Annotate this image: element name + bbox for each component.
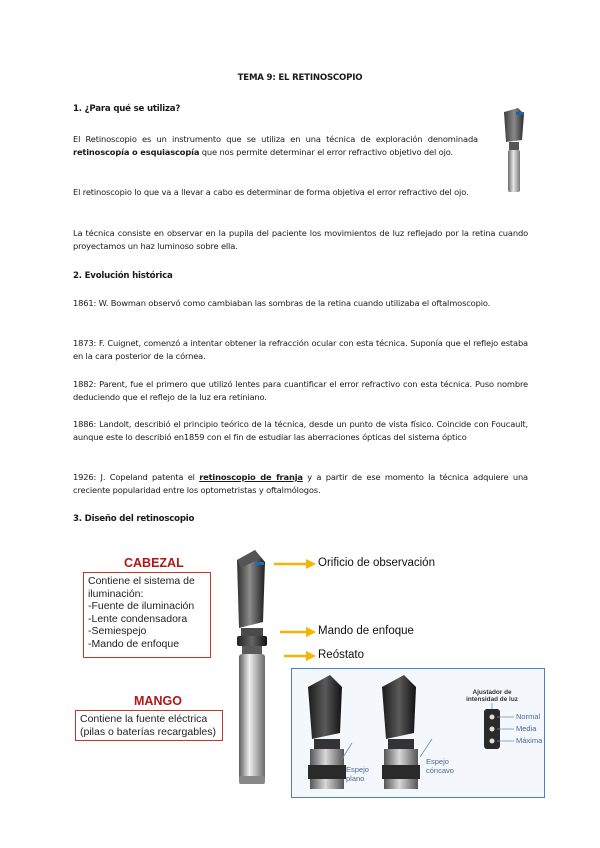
callout-reostato: Reóstato [318, 649, 365, 661]
s1-p1-bold: retinoscopía o esquiascopía [73, 146, 200, 157]
inset-photo [291, 668, 545, 798]
cabezal-line: Contiene el sistema de [88, 575, 195, 587]
intensity-normal: Normal [516, 712, 541, 721]
s1-p1-text-a: El Retinoscopio es un instrumento que se utiliza en una técnica de exploración denominada [73, 134, 478, 144]
intensity-media: Media [516, 724, 537, 733]
s1-paragraph-3: La técnica consiste en observar en la pupila del paciente los movimientos de luz reflejado por la retina cuando proyectamos un haz luminoso sobre ella. [73, 228, 528, 251]
h1926-text-c: y a partir de ese momento la técnica adquiere una creciente popularidad entre los optometristas y oftalmólogos. [73, 472, 528, 495]
ajustador-line: Ajustador de [472, 689, 512, 696]
ajustador-line: intensidad de luz [466, 696, 518, 703]
s1-paragraph-1 [73, 133, 478, 158]
ajustador-label [462, 689, 522, 703]
history-1873: 1873: F. Cuignet, comenzó a intentar obtener la refracción ocular con esta técnica. Suponía que el reflejo estaba en la cara posterior de la córnea. [73, 338, 528, 361]
espejo-concavo-line: cóncavo [426, 766, 454, 775]
cabezal-line: -Mando de enfoque [88, 637, 180, 650]
s1-paragraph-2: El retinoscopio lo que va a llevar a cabo es determinar de forma objetiva el error refractivo del ojo. [73, 187, 469, 197]
h1926-text-a: 1926: J. Copeland patenta el [73, 472, 200, 482]
section-1-heading: 1. ¿Para qué se utiliza? [73, 104, 181, 114]
page-title: TEMA 9: EL RETINOSCOPIO [237, 73, 363, 83]
mango-line: Contiene la fuente eléctrica [80, 713, 208, 725]
mango-label: MANGO [134, 694, 182, 708]
mango-box [75, 710, 223, 741]
cabezal-box [83, 572, 211, 658]
mango-line: (pilas o baterías recargables) [80, 725, 216, 738]
callout-mando: Mando de enfoque [318, 625, 414, 637]
cabezal-line: -Lente condensadora [88, 612, 188, 625]
history-1926 [73, 471, 528, 496]
section-3-heading: 3. Diseño del retinoscopio [73, 514, 195, 524]
section-2-heading: 2. Evolución histórica [73, 271, 173, 281]
cabezal-line: -Semiespejo [88, 625, 147, 638]
espejo-concavo-label [426, 757, 454, 775]
retinoscope-thumbnail [494, 104, 534, 196]
history-1886: 1886: Landolt, describió el principio teórico de la técnica, desde un punto de vista físico. Coincide con Foucault, aunque este lo describió en1859 con el fin de estudiar las aberraciones ópticas del sistema óptico [73, 419, 528, 442]
history-1882: 1882: Parent, fue el primero que utilizó lentes para cuantificar el error refractivo con esta técnica. Puso nombre deduciendo que el reflejo de la luz era retiniano. [73, 379, 528, 402]
intensity-maxima: Máxima [516, 736, 543, 745]
espejo-plano-line: plano [346, 774, 365, 783]
callout-arrows [270, 556, 320, 676]
cabezal-line: -Fuente de iluminación [88, 600, 195, 613]
cabezal-label: CABEZAL [124, 556, 184, 570]
cabezal-line: iluminación: [88, 587, 144, 600]
callout-orificio: Orificio de observación [318, 557, 435, 569]
h1926-underlined: retinoscopio de franja [199, 472, 303, 482]
espejo-concavo-line: Espejo [426, 757, 449, 766]
s1-p1-text-c: que nos permite determinar el error refractivo objetivo del ojo. [199, 146, 453, 157]
espejo-plano-label [346, 765, 369, 783]
history-1861: 1861: W. Bowman observó como cambiaban las sombras de la retina cuando utilizaba el oftalmoscopio. [73, 298, 491, 308]
espejo-plano-line: Espejo [346, 765, 369, 774]
